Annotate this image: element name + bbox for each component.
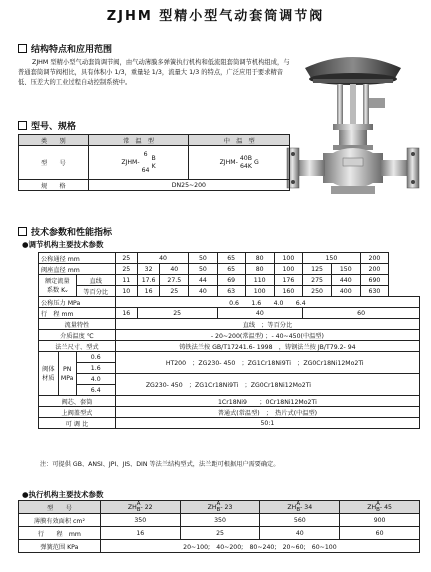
cell: 25 — [137, 308, 217, 319]
kv-label-b: 系数 Kᵥ — [46, 286, 68, 294]
cell: 50 — [189, 253, 217, 264]
actuator-params-subheading: ●执行机构主要技术参数 — [22, 490, 104, 499]
cell: 10 — [115, 286, 137, 297]
cell: 直线 ；等百分比 — [115, 319, 419, 330]
cell: 200 — [360, 264, 389, 275]
model-bottom: 64 — [141, 166, 150, 174]
actuator-type-cell — [100, 501, 180, 514]
section-heading-features — [18, 42, 112, 55]
cell: 100 — [245, 286, 274, 297]
cell: 20~100; 40~200; 80~240; 20~60; 60~100 — [100, 540, 419, 553]
cell: 690 — [360, 275, 389, 286]
row-label: 公称通径 mm — [39, 253, 116, 264]
cell: 32 — [137, 264, 160, 275]
cell: 16 — [115, 308, 137, 319]
table-row — [19, 527, 420, 540]
type-prefix: ZH — [367, 504, 377, 511]
row-label: 等百分比 — [76, 286, 115, 297]
cell: ZG230- 450 ；ZG1Cr18Ni9Ti ；ZG0Cr18Ni12Mo2Ti — [115, 374, 419, 396]
row-label: 弹簧范围 KPa — [19, 540, 101, 553]
cell: 17.6 — [137, 275, 160, 286]
cell: 50:1 — [115, 418, 419, 429]
table-row — [39, 264, 420, 275]
cell: 6.4 — [76, 385, 115, 396]
row-label: 流量特性 — [39, 319, 116, 330]
cell: 1Cr18Ni9 ；0Cr18Ni12Mo2Ti — [115, 396, 419, 407]
spec-value: DN25~200 — [88, 180, 289, 191]
row-label: 行 程 mm — [19, 527, 101, 540]
table-row — [39, 286, 420, 297]
cell: 69 — [217, 275, 245, 286]
cell: 0.6 1.6 4.0 6.4 — [115, 297, 419, 308]
actuator-type-cell — [180, 501, 260, 514]
table-row — [39, 319, 420, 330]
cell: 900 — [340, 514, 420, 527]
type-number: - 34 — [300, 504, 313, 511]
header-cell: 类 别 — [19, 135, 89, 146]
section-heading-text: 技术参数和性能指标 — [31, 228, 113, 238]
cell: 65 — [217, 264, 245, 275]
type-b: B — [376, 507, 380, 513]
row-label: 上阀盖型式 — [39, 407, 116, 418]
cell: 100 — [274, 264, 303, 275]
cell: 60 — [340, 527, 420, 540]
table-row — [39, 407, 420, 418]
spec-label: 规 格 — [19, 180, 89, 191]
cell: 65 — [217, 253, 245, 264]
section-heading-params — [18, 225, 112, 238]
type-b: B — [136, 507, 141, 513]
cell: 80 — [245, 264, 274, 275]
section-heading-text: 型号、规格 — [31, 122, 77, 132]
kv-label-a: 额定流量 — [44, 277, 70, 285]
cell: 27.5 — [160, 275, 189, 286]
type-b: B — [216, 507, 221, 513]
table-row — [19, 501, 420, 514]
cell: 1.6 — [76, 363, 115, 374]
cell: 25 — [115, 253, 137, 264]
cell: 11 — [115, 275, 137, 286]
section-heading-text: 结构特点和应用范围 — [31, 45, 113, 55]
table-row — [19, 514, 420, 527]
type-prefix: ZH — [287, 504, 297, 511]
normal-model-code — [88, 146, 189, 180]
table-row — [39, 418, 420, 429]
table-row — [39, 253, 420, 264]
cell: 44 — [189, 275, 217, 286]
model-prefix: ZJHM- — [121, 159, 140, 166]
cell: 350 — [180, 514, 260, 527]
table-row — [39, 275, 420, 286]
cell: 350 — [100, 514, 180, 527]
cell: 普通式(常温型) ； 热片式(中温型) — [115, 407, 419, 418]
table-row — [39, 352, 420, 363]
header-cell: 型 号 — [19, 501, 101, 514]
row-label: 阀体材质 — [39, 352, 59, 396]
row-label: 公称压力 MPa — [39, 297, 116, 308]
type-prefix: ZH — [207, 504, 217, 511]
cell: 160 — [274, 286, 303, 297]
cell: 400 — [331, 286, 360, 297]
table-row — [39, 374, 420, 385]
cell: 4.0 — [76, 374, 115, 385]
header-cell: 中 温 型 — [189, 135, 290, 146]
section-heading-models — [18, 119, 76, 132]
features-paragraph: ZJHM 型精小型气动套筒调节阀，由气动薄膜多弹簧执行机构和低流阻套筒调节机构组成，与普通套筒调节阀相比，具有体积小 1/3，重量轻 1/3，流量大 1/3 的特点，广泛应用于要求精音低、压差大的工业过程自动控制系统中。 — [18, 59, 290, 86]
table-row — [39, 396, 420, 407]
cell: 110 — [245, 275, 274, 286]
cell: 63 — [217, 286, 245, 297]
row-label: 可 调 比 — [39, 418, 116, 429]
cell: 60 — [303, 308, 420, 319]
table-row — [19, 135, 290, 146]
table-row — [19, 540, 420, 553]
model-prefix: ZJHM- — [219, 159, 238, 166]
table-row — [19, 180, 290, 191]
cell: 16 — [137, 286, 160, 297]
cell: 275 — [303, 275, 332, 286]
cell: 0.6 — [76, 352, 115, 363]
cell: 440 — [331, 275, 360, 286]
cell: 250 — [303, 286, 332, 297]
type-number: - 23 — [220, 504, 233, 511]
model-top: 6 — [143, 150, 148, 158]
model-spec-table — [18, 134, 290, 191]
cell: 铸铁法兰按 GB/T17241.6- 1998 ，铸钢法兰按 JB/T79.2- 94 — [115, 341, 419, 352]
type-number: - 45 — [379, 504, 392, 511]
row-label: 法兰尺寸、型式 — [39, 341, 116, 352]
cell: 150 — [303, 253, 360, 264]
page-title: ZJHM 型精小型气动套筒调节阀 — [106, 9, 325, 24]
table-row — [19, 146, 290, 180]
cell: 200 — [360, 253, 389, 264]
regulator-params-subheading: ●调节机构主要技术参数 — [22, 240, 104, 249]
model-mid-b: K — [151, 162, 156, 170]
cell: 40 — [137, 253, 188, 264]
cell: 560 — [260, 514, 340, 527]
model-mid-a: B — [151, 154, 156, 162]
regulator-params-table — [38, 252, 420, 429]
cell: 25 — [180, 527, 260, 540]
valve-illustration — [283, 48, 423, 223]
model-suffix: G — [253, 159, 259, 166]
table-row — [39, 308, 420, 319]
model-label: 型 号 — [19, 146, 89, 180]
row-label: 阀芯、套筒 — [39, 396, 116, 407]
cell: 80 — [245, 253, 274, 264]
cell: 25 — [115, 264, 137, 275]
square-bullet-icon — [18, 121, 27, 130]
cell: 25 — [160, 286, 189, 297]
cell: 176 — [274, 275, 303, 286]
header-cell: 常 温 型 — [88, 135, 189, 146]
type-number: - 22 — [140, 504, 153, 511]
cell: 40 — [160, 264, 189, 275]
cell: 40 — [217, 308, 303, 319]
type-a: A — [216, 501, 221, 507]
row-label: PN MPa — [58, 352, 76, 396]
row-label: 介质温度 ℃ — [39, 330, 116, 341]
cell: HT200 ；ZG230- 450 ；ZG1Cr18Ni9Ti ；ZG0Cr18Ni12Mo2Ti — [115, 352, 419, 374]
medium-model-code — [189, 146, 290, 180]
cell: 40 — [189, 286, 217, 297]
cell: 100 — [274, 253, 303, 264]
row-label: 行 程 mm — [39, 308, 116, 319]
model-bottom: 64K — [239, 162, 252, 170]
cell: 630 — [360, 286, 389, 297]
table-row — [39, 330, 420, 341]
cell: 50 — [189, 264, 217, 275]
type-a: A — [296, 501, 301, 507]
row-label: 薄膜有效面积 cm² — [19, 514, 101, 527]
type-prefix: ZH — [127, 504, 137, 511]
kv-label — [39, 275, 77, 297]
actuator-params-table — [18, 500, 420, 553]
cell: 150 — [331, 264, 360, 275]
cell: 16 — [100, 527, 180, 540]
actuator-type-cell — [260, 501, 340, 514]
cell: - 20~200(常温型) ；- 40~450(中温型) — [115, 330, 419, 341]
table-row — [39, 297, 420, 308]
actuator-type-cell — [340, 501, 420, 514]
flange-note: 注：可提供 GB、ANSI、JPI、JIS、DIN 等法兰结构型式，法兰距可根据用户需要确定。 — [40, 461, 280, 468]
type-a: A — [136, 501, 141, 507]
type-a: A — [376, 501, 380, 507]
square-bullet-icon — [18, 227, 27, 236]
row-label: 直线 — [76, 275, 115, 286]
square-bullet-icon — [18, 44, 27, 53]
type-b: B — [296, 507, 301, 513]
table-row — [39, 341, 420, 352]
row-label: 阀座直径 mm — [39, 264, 116, 275]
cell: 40 — [260, 527, 340, 540]
cell: 125 — [303, 264, 332, 275]
model-top: 40B — [239, 154, 252, 162]
